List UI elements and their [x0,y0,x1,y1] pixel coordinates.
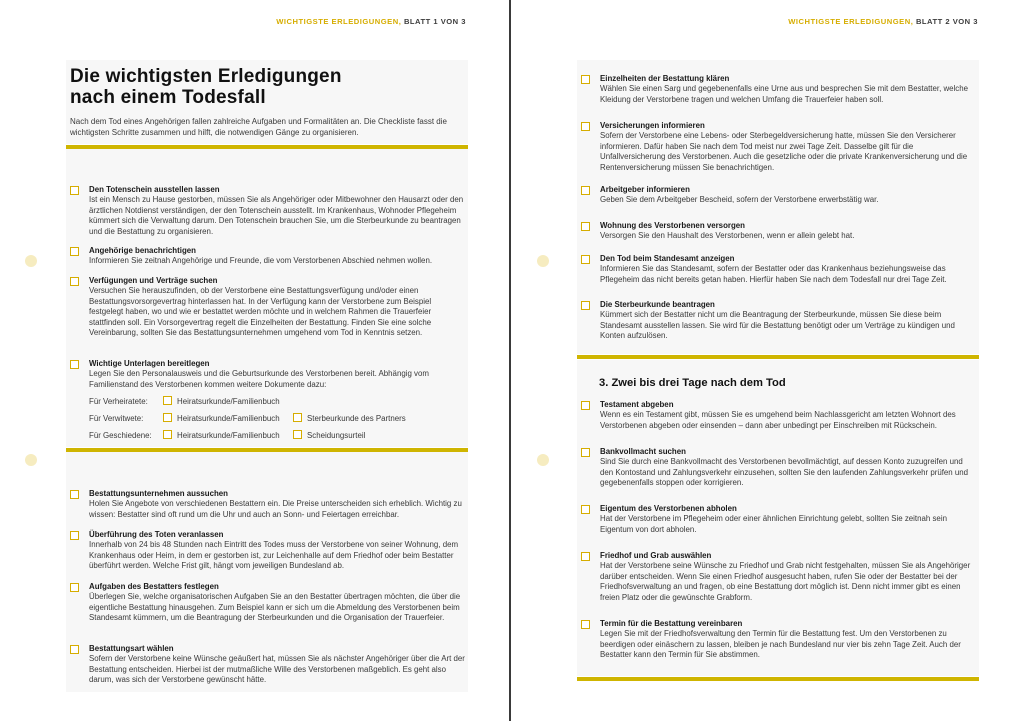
checkbox[interactable] [70,645,79,654]
checklist-item [70,489,465,520]
checkbox[interactable] [581,448,590,457]
item-title: Testament abgeben [600,400,674,409]
checkbox[interactable] [70,360,79,369]
checkbox[interactable] [581,222,590,231]
punch-hole [25,255,37,267]
item-title: Versicherungen informieren [600,121,705,130]
checklist-item [581,400,976,431]
intro-text: Nach dem Tod eines Angehörigen fallen zahlreiche Aufgaben und Formalitäten an. Die Checkliste fasst die wichtigsten Schritte zusammen und hilft, die notwendigen Gänge zu organisieren. [70,117,447,137]
item-text: Wählen Sie einen Sarg und gegebenenfalls eine Urne aus und besprechen Sie mit dem Bestatter, welche Kleidung der Verstorbene tragen und welchen Umfang die Trauerfeier haben soll. [600,84,969,104]
option-label: Heiratsurkunde/Familienbuch [177,414,280,423]
running-head [276,17,466,26]
divider-bar [577,677,979,681]
checkbox[interactable] [163,396,172,405]
checklist-item [581,619,976,661]
item-title: Verfügungen und Verträge suchen [89,276,218,285]
checklist-item [581,300,976,342]
item-title: Termin für die Bestattung vereinbaren [600,619,743,628]
item-title: Bestattungsart wählen [89,644,174,653]
checkbox[interactable] [581,186,590,195]
page-title-line2: nach einem Todesfall [70,87,266,108]
item-title: Arbeitgeber informieren [600,185,690,194]
running-head-accent: WICHTIGSTE ERLEDIGUNGEN, [276,17,402,26]
checkbox[interactable] [581,122,590,131]
item-title: Den Tod beim Standesamt anzeigen [600,254,735,263]
item-title: Den Totenschein ausstellen lassen [89,185,220,194]
checklist-item [581,551,976,603]
running-head [788,17,978,26]
document-row-divorced [89,431,459,441]
checklist-item [581,185,976,206]
option-label: Heiratsurkunde/Familienbuch [177,397,280,406]
page-left [0,0,509,721]
checklist-item [70,530,465,572]
punch-hole [537,255,549,267]
item-text: Holen Sie Angebote von verschiedenen Bestattern ein. Die Preise unterscheiden sich erheblich. Wichtig zu wissen: Bestatter sind oft rund um die Uhr und auch an Sonn- und Feiertagen erreichbar. [89,499,462,519]
item-title: Bestattungsunternehmen aussuchen [89,489,228,498]
checkbox[interactable] [70,583,79,592]
checklist-item [581,447,976,489]
item-title: Überführung des Toten veranlassen [89,530,224,539]
checkbox[interactable] [293,430,302,439]
checkbox[interactable] [581,505,590,514]
status-label: Für Verheiratete: [89,397,148,406]
checkbox[interactable] [293,413,302,422]
checkbox[interactable] [70,531,79,540]
checkbox[interactable] [70,490,79,499]
checklist-item [70,582,465,624]
section-heading: 3. Zwei bis drei Tage nach dem Tod [599,377,786,389]
item-title: Wohnung des Verstorbenen versorgen [600,221,745,230]
item-text: Legen Sie mit der Friedhofsverwaltung den Termin für die Bestattung fest. Um den Verstorbenen zu beerdigen oder einäschern zu lassen, bleiben je nach Bundesland nur vier bis zehn Tage Zeit. Auch der Bestatter kann den Termin für Sie abstimmen. [600,629,961,660]
item-title: Aufgaben des Bestatters festlegen [89,582,219,591]
item-title: Einzelheiten der Bestattung klären [600,74,730,83]
item-title: Angehörige benachrichtigen [89,246,196,255]
item-text: Innerhalb von 24 bis 48 Stunden nach Eintritt des Todes muss der Verstorbene von seiner Wohnung, dem Krankenhaus oder Heim, in dem er gestorben ist, zur Leichenhalle auf dem Friedhof oder beim Bestatter überführt werden. Welche Frist gilt, hängt vom jeweiligen Bundesland ab. [89,540,459,571]
checkbox[interactable] [70,247,79,256]
document-row-widowed [89,414,459,424]
checklist-item [70,185,465,237]
item-text: Überlegen Sie, welche organisatorischen Aufgaben Sie an den Bestatter übertragen möchten, die über die eigentliche Bestattung hinausgehen. Zum Beispiel kann er sich um die Abmeldung des Verstorbenen beim Standesamt kümmern, um die Beantragung der Sterbeurkunden und die Organisation der Trauerfeier. [89,592,461,623]
item-text: Informieren Sie zeitnah Angehörige und Freunde, die vom Verstorbenen Abschied nehmen wollen. [89,256,433,266]
item-text: Legen Sie den Personalausweis und die Geburtsurkunde des Verstorbenen bereit. Abhängig vom Familienstand des Verstorbenen kommen weitere Dokumente dazu: [89,369,429,389]
option-label: Sterbeurkunde des Partners [307,414,406,423]
item-title: Bankvollmacht suchen [600,447,686,456]
checkbox[interactable] [581,620,590,629]
option-label: Scheidungsurteil [307,431,366,440]
item-text: Hat der Verstorbene seine Wünsche zu Friedhof und Grab nicht festgehalten, müssen Sie als Angehöriger darüber entscheiden. Wenn Sie einen Friedhof ausgesucht haben, rufen Sie oder der Bestatter bei der Friedhofsverwaltung an und fragen, ob eine Bestattung dort möglich ist. Denn nicht immer gibt es einen freien Platz oder die gewünschte Grabform. [600,561,971,602]
item-text: Wenn es ein Testament gibt, müssen Sie es umgehend beim Nachlassgericht am letzten Wohnort des Verstorbenen abgeben oder einsenden – dann aber unbedingt per Einschreiben mit Rückschein. [600,410,956,430]
document-row-married [89,397,459,407]
item-text: Sofern der Verstorbene keine Wünsche geäußert hat, müssen Sie als nächster Angehöriger über die Art der Bestattung entscheiden. Hierbei ist der mutmaßliche Wille des Verstorbenen maßgeblich. Es geht also darum, was sich der Verstorbene gewünscht hätte. [89,654,465,685]
item-title: Wichtige Unterlagen bereitlegen [89,359,210,368]
page-title [70,66,342,108]
item-text: Informieren Sie das Standesamt, sofern der Bestatter oder das Krankenhaus beziehungsweise das Pflegeheim das nicht bereits getan haben. Hierfür haben Sie nach dem Todesfall nur drei Tage Zeit. [600,264,947,284]
item-text: Hat der Verstorbene im Pflegeheim oder einer ähnlichen Einrichtung gelebt, sollten Sie zeitnah sein Eigentum von dort abholen. [600,514,947,534]
checkbox[interactable] [163,413,172,422]
checkbox[interactable] [581,401,590,410]
item-title: Eigentum des Verstorbenen abholen [600,504,737,513]
running-head-accent: WICHTIGSTE ERLEDIGUNGEN, [788,17,914,26]
punch-hole [25,454,37,466]
checklist-item [581,74,976,105]
status-label: Für Verwitwete: [89,414,144,423]
running-head-sheet: BLATT 1 VON 3 [403,17,466,26]
page-title-line1: Die wichtigsten Erledigungen [70,66,342,87]
status-label: Für Geschiedene: [89,431,152,440]
item-text: Sofern der Verstorbene eine Lebens- oder Sterbegeldversicherung hatte, müssen Sie den Versicherer informieren. Dafür haben Sie nach dem Tod meist nur zwei Tage Zeit. Dasselbe gilt für die Unfallversicherung des Verstorbenen. Auch die gesetzliche oder die private Krankenversicherung und die Rentenversicherung müssen Sie benachrichtigen. [600,131,968,172]
punch-hole [537,454,549,466]
checklist-item [581,504,976,535]
checkbox[interactable] [581,255,590,264]
checklist-item [581,221,976,242]
item-text: Ist ein Mensch zu Hause gestorben, müssen Sie als Angehöriger oder Mitbewohner den Hausarzt oder den ärztlichen Notdienst verständigen, der den Totenschein ausstellt. Im Krankenhaus, Wohnoder Pflegeheim kümmert sich die Verwaltung darum. Den Totenschein brauchen Sie, um die Sterbeurkunde zu beantragen und die Bestattung zu organisieren. [89,195,464,236]
checkbox[interactable] [70,186,79,195]
item-text: Sind Sie durch eine Bankvollmacht des Verstorbenen bevollmächtigt, auf dessen Konto zuzugreifen und den Kontostand und Zahlungsverkehr einzusehen, sollten Sie den laufenden Zahlungsverkehr prüfen und gegebenenfalls stoppen oder korrigieren. [600,457,969,488]
checklist-item [70,644,465,686]
item-title: Friedhof und Grab auswählen [600,551,712,560]
checkbox[interactable] [581,301,590,310]
checklist-item [70,246,465,267]
checkbox[interactable] [581,75,590,84]
checkbox[interactable] [163,430,172,439]
checklist-item [70,359,465,390]
page-right [511,0,1020,721]
item-text: Kümmert sich der Bestatter nicht um die Beantragung der Sterbeurkunde, müssen Sie diese beim Standesamt ausstellen lassen. Sie wird für die Bestattung benötigt oder um Verträge zu kündigen und Konten aufzulösen. [600,310,955,341]
item-text: Geben Sie dem Arbeitgeber Bescheid, sofern der Verstorbene erwerbstätig war. [600,195,879,205]
option-label: Heiratsurkunde/Familienbuch [177,431,280,440]
item-text: Versorgen Sie den Haushalt des Verstorbenen, wenn er allein gelebt hat. [600,231,855,241]
running-head-sheet: BLATT 2 VON 3 [915,17,978,26]
checkbox[interactable] [581,552,590,561]
checklist-item [581,121,976,173]
checklist-item [70,276,465,338]
divider-bar [577,355,979,359]
checkbox[interactable] [70,277,79,286]
item-title: Die Sterbeurkunde beantragen [600,300,715,309]
item-text: Versuchen Sie herauszufinden, ob der Verstorbene eine Bestattungsverfügung und/oder einen Bestattungsvorsorgevertrag hinterlassen hat. In der Verfügung kann der Verstorbene zum Beispiel festgelegt haben, wo und wie er bestattet werden möchte und in welchem Rahmen die Trauerfeier stattfinden soll. Ein Vorsorgevertrag regelt die Einzelheiten der Bestattung. Finden Sie eine solche Vereinbarung, sollten Sie das Bestattungsunternehmen umgehend vom Tod in Kenntnis setzen. [89,286,432,338]
checklist-item [581,254,976,285]
